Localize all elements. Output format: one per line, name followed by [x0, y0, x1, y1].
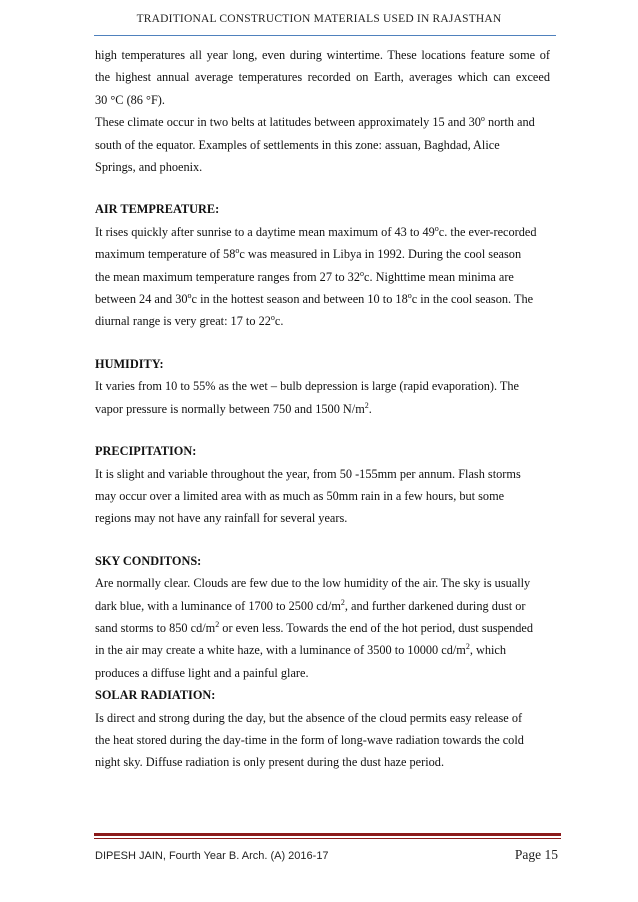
text-line: [95, 617, 550, 639]
text-line: [95, 398, 550, 420]
superscript: o: [359, 268, 364, 278]
text-run: c. the ever-recorded: [438, 224, 537, 239]
text-line: It varies from 10 to 55% as the wet – bulb depression is large (rapid evaporation). The: [95, 379, 520, 394]
text-line: south of the equator. Examples of settlements in this zone: assuan, Baghdad, Alice: [95, 137, 500, 152]
text-line: [95, 310, 550, 332]
text-run: diurnal range is very great: 17 to 22: [95, 314, 271, 329]
superscript: 2: [340, 597, 345, 607]
sky-conditions-paragraph: [95, 572, 550, 684]
intro-paragraph-1: [95, 44, 550, 111]
footer-divider-thin: [94, 838, 561, 839]
text-run: c.: [274, 314, 284, 329]
text-run: dark blue, with a luminance of 1700 to 2500 cd/m: [95, 598, 341, 613]
text-line: the highest annual average temperatures recorded on Earth, averages which can exceed: [95, 70, 550, 85]
section-heading-sky-conditions: SKY CONDITONS:: [95, 553, 202, 568]
text-run: , which: [469, 643, 507, 658]
superscript: 2: [215, 619, 220, 629]
text-line: night sky. Diffuse radiation is only present during the dust haze period.: [95, 755, 445, 770]
text-run: in the air may create a white haze, with a luminance of 3500 to 10000 cd/m: [95, 643, 466, 658]
text-run: These climate occur in two belts at latitudes between approximately 15 and 30: [95, 115, 481, 130]
page-body: [95, 44, 550, 774]
solar-radiation-paragraph: [95, 707, 550, 774]
text-line: It is slight and variable throughout the year, from 50 -155mm per annum. Flash storms: [95, 466, 521, 481]
text-line: high temperatures all year long, even during wintertime. These locations feature some of: [95, 48, 550, 62]
intro-paragraph-2: [95, 111, 550, 178]
text-run: .: [368, 401, 372, 416]
text-line: the heat stored during the day-time in the form of long-wave radiation towards the cold: [95, 732, 524, 747]
text-run: , and further darkened during dust or: [344, 598, 526, 613]
section-heading-air-temperature: AIR TEMPREATURE:: [95, 202, 220, 217]
text-run: c in the hottest season and between 10 to 18: [191, 292, 408, 307]
text-line: Are normally clear. Clouds are few due to the low humidity of the air. The sky is usually: [95, 576, 531, 591]
precipitation-paragraph: [95, 463, 550, 530]
footer-author: DIPESH JAIN, Fourth Year B. Arch. (A) 2016-17: [95, 850, 329, 862]
text-run: north and: [484, 115, 535, 130]
text-run: It rises quickly after sunrise to a daytime mean maximum of 43 to 49: [95, 224, 435, 239]
superscript: o: [480, 114, 485, 124]
text-run: c. Nighttime mean minima are: [363, 269, 514, 284]
text-line: [95, 111, 550, 133]
text-run: or even less. Towards the end of the hot period, dust suspended: [219, 620, 534, 635]
text-line: Is direct and strong during the day, but the absence of the cloud permits easy release of: [95, 710, 523, 725]
superscript: o: [235, 246, 240, 256]
text-line: regions may not have any rainfall for several years.: [95, 511, 348, 526]
footer-divider-thick: [94, 833, 561, 836]
section-heading-precipitation: PRECIPITATION:: [95, 444, 197, 459]
page-number: Page 15: [514, 847, 558, 862]
section-heading-humidity: HUMIDITY:: [95, 356, 164, 371]
text-line: [95, 221, 550, 243]
text-line: produces a diffuse light and a painful glare.: [95, 665, 309, 680]
text-line: Springs, and phoenix.: [95, 160, 203, 175]
text-run: vapor pressure is normally between 750 and 1500 N/m: [95, 401, 365, 416]
text-run: between 24 and 30: [95, 292, 188, 307]
section-heading-solar-radiation: SOLAR RADIATION:: [95, 688, 216, 703]
text-run: c in the cool season. The: [411, 292, 534, 307]
superscript: o: [187, 290, 192, 300]
text-line: [95, 595, 550, 617]
text-run: maximum temperature of 58: [95, 247, 236, 262]
text-line: may occur over a limited area with as much as 50mm rain in a few hours, but some: [95, 488, 505, 503]
text-line: [95, 639, 550, 661]
text-line: 30 °C (86 °F).: [95, 92, 165, 107]
humidity-paragraph: [95, 375, 550, 420]
superscript: o: [270, 313, 275, 323]
text-run: c was measured in Libya in 1992. During the cool season: [239, 247, 522, 262]
air-temperature-paragraph: [95, 221, 550, 333]
text-line: [95, 266, 550, 288]
text-line: [95, 243, 550, 265]
superscript: o: [407, 290, 412, 300]
running-header: TRADITIONAL CONSTRUCTION MATERIALS USED IN RAJASTHAN: [136, 13, 502, 25]
text-run: the mean maximum temperature ranges from 27 to 32: [95, 269, 360, 284]
superscript: 2: [465, 642, 470, 652]
text-run: sand storms to 850 cd/m: [95, 620, 216, 635]
superscript: 2: [364, 400, 369, 410]
superscript: o: [434, 223, 439, 233]
text-line: [95, 288, 550, 310]
header-divider: [94, 35, 556, 36]
